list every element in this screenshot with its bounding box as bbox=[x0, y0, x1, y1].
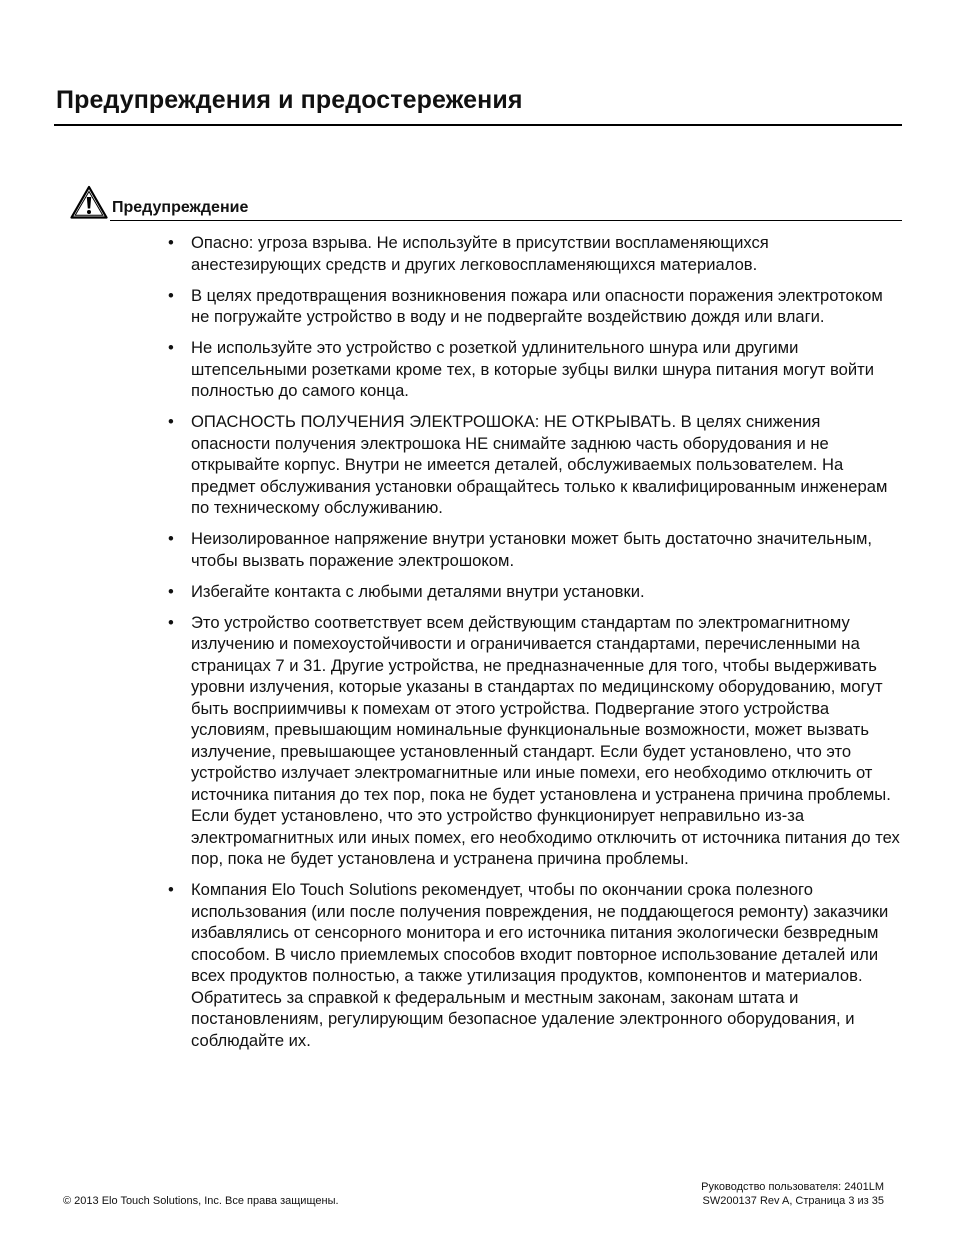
footer-manual-title: Руководство пользователя: 2401LM bbox=[701, 1181, 884, 1193]
footer-page-number: SW200137 Rev A, Страница 3 из 35 bbox=[702, 1195, 884, 1207]
warning-item: • В целях предотвращения возникновения пожара или опасности поражения электротоком не погружайте устройство в воду и не подвергайте воздействию дождя или влаги. bbox=[160, 285, 902, 328]
warning-item: • Опасно: угроза взрыва. Не используйте в присутствии воспламеняющихся анестезирующих средств и других легковоспламеняющихся материалов. bbox=[160, 232, 902, 275]
warning-list bbox=[160, 232, 902, 1061]
warning-item: • Неизолированное напряжение внутри установки может быть достаточно значительным, чтобы вызвать поражение электрошоком. bbox=[160, 528, 902, 571]
warning-divider bbox=[110, 220, 902, 221]
page-title: Предупреждения и предостережения bbox=[56, 86, 523, 114]
warning-heading: Предупреждение bbox=[112, 199, 249, 216]
warning-item: • ОПАСНОСТЬ ПОЛУЧЕНИЯ ЭЛЕКТРОШОКА: НЕ ОТКРЫВАТЬ. В целях снижения опасности получения электрошока НЕ снимайте заднюю часть оборудования и не открывайте корпус. Внутри не имеется деталей, обслуживаемых пользователем. На предмет обслуживания установки обращайтесь только к квалифицированным инженерам по техническому обслуживанию. bbox=[160, 411, 902, 519]
warning-item: • Избегайте контакта с любыми деталями внутри установки. bbox=[160, 581, 902, 603]
footer-page-info bbox=[701, 1180, 884, 1208]
title-divider bbox=[54, 124, 902, 126]
warning-triangle-icon bbox=[70, 185, 108, 219]
warning-item: • Не используйте это устройство с розеткой удлинительного шнура или другими штепсельными розетками кроме тех, в которые зубцы вилки шнура питания могут войти полностью до самого конца. bbox=[160, 337, 902, 402]
warning-item: • Это устройство соответствует всем действующим стандартам по электромагнитному излучению и помехоустойчивости и ограничивается стандартами, перечисленными на страницах 7 и 31. Другие устройства, не предназначенные для того, чтобы выдерживать уровни излучения, которые указаны в стандартах по медицинскому оборудованию, могут быть восприимчивы к помехам от этого устройства. Подвергание этого устройства условиям, превышающим номинальные функциональные возможности, может вызвать излучение, превышающее установленный стандарт. Если будет установлено, что это устройство излучает электромагнитные или иные помехи, его необходимо отключить от источника питания до тех пор, пока не будет установлена и устранена причина проблемы. Если будет установлено, что это устройство функционирует неправильно из-за электромагнитных или иных помех, его необходимо отключить от источника питания до тех пор, пока не будет установлена и устранена причина проблемы. bbox=[160, 612, 902, 870]
warning-item: • Компания Elo Touch Solutions рекомендует, чтобы по окончании срока полезного использования (или после получения повреждения, не поддающегося ремонту) заказчики избавлялись от сенсорного монитора и его источника питания экологически безвредным способом. В число приемлемых способов входит повторное использование деталей или всех продуктов полностью, а также утилизация продуктов, компонентов и материалов. Обратитесь за справкой к федеральным и местным законам, законам штата и постановлениям, регулирующим безопасное удаление электронного оборудования, и соблюдайте их. bbox=[160, 879, 902, 1051]
footer-copyright: © 2013 Elo Touch Solutions, Inc. Все права защищены. bbox=[63, 1195, 339, 1207]
